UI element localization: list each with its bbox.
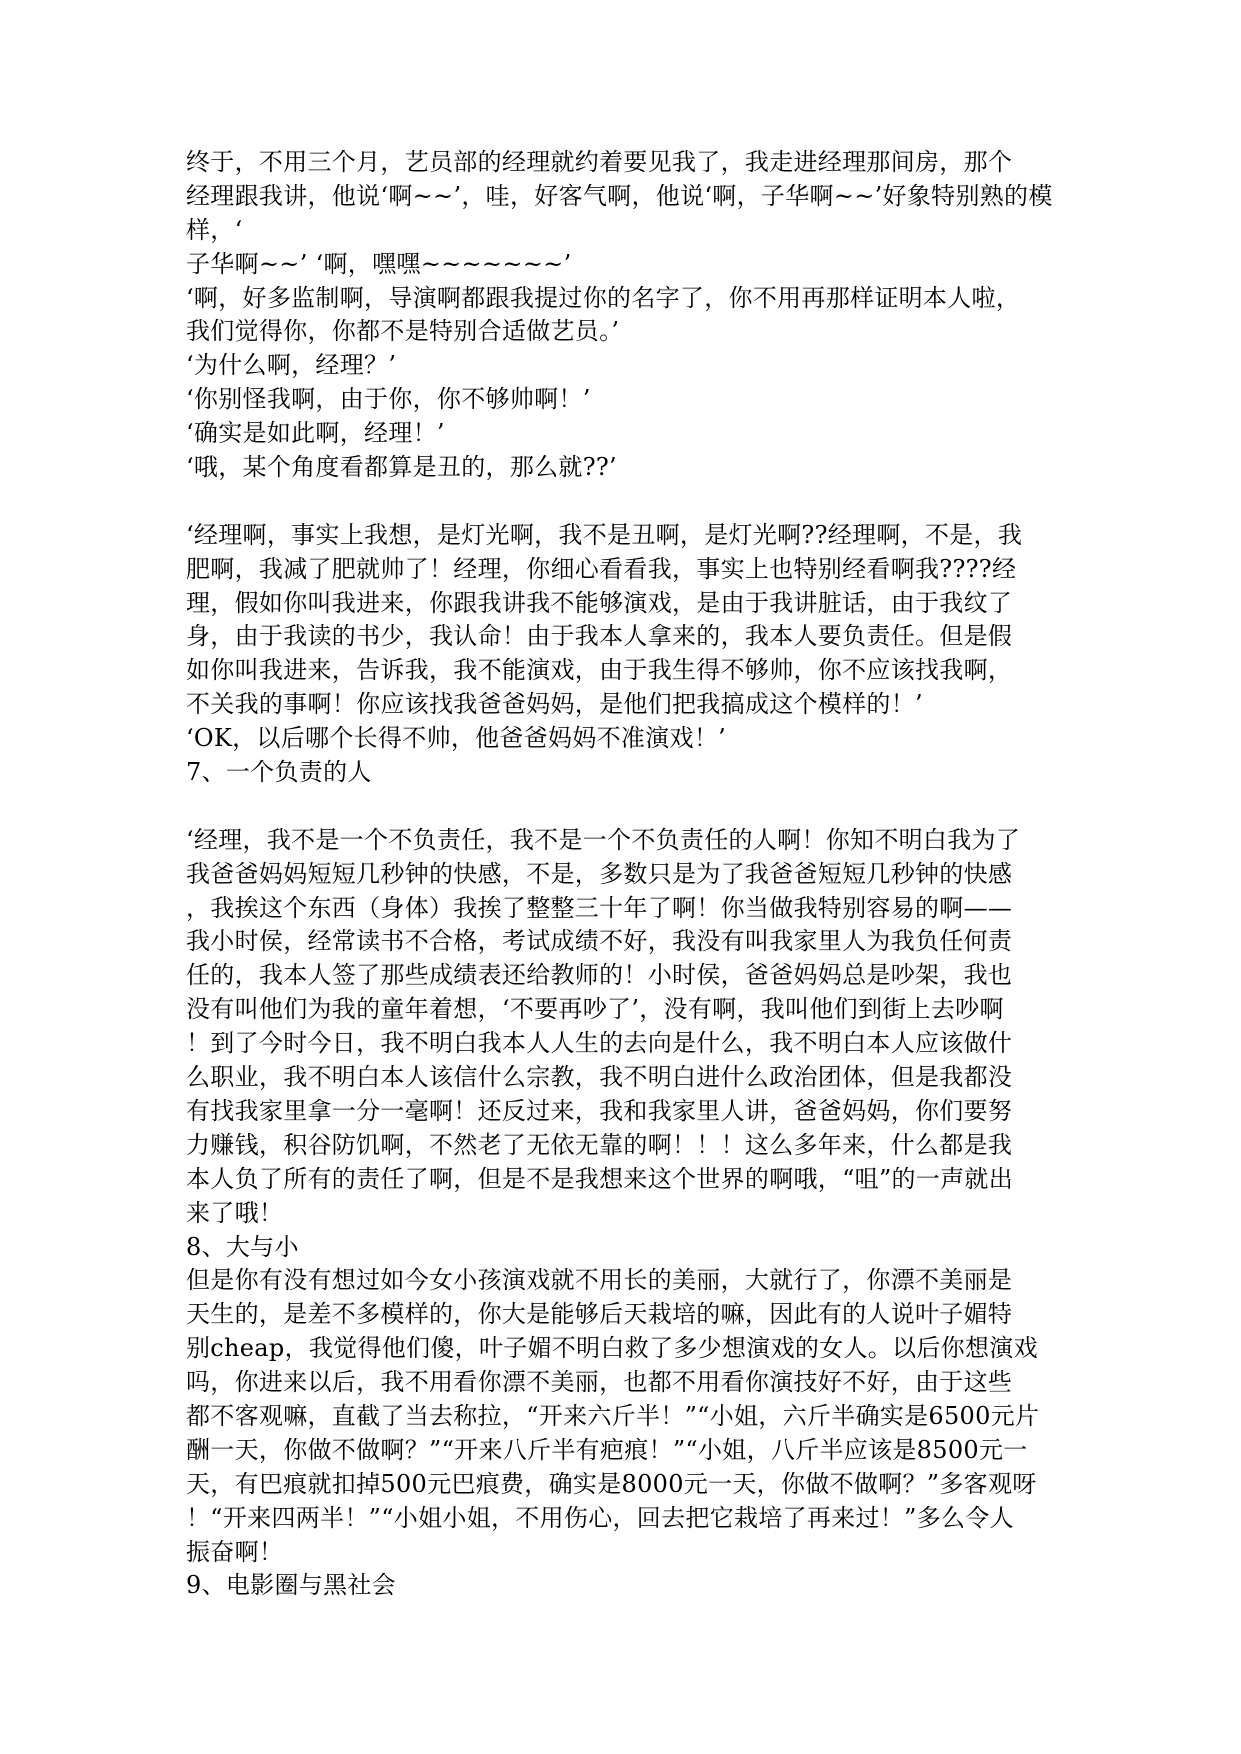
text-line: 别cheap，我觉得他们傻，叶子媚不明白救了多少想演戏的女人。以后你想演戏 (186, 1334, 1038, 1363)
text-line: ‘哦，某个角度看都算是丑的，那么就??’ (186, 453, 617, 482)
text-line: ！“开来四两半！”“小姐小姐，不用伤心，回去把它栽培了再来过！”多么令人 (186, 1503, 1014, 1532)
text-line: 不关我的事啊！你应该找我爸爸妈妈，是他们把我搞成这个模样的！’ (186, 690, 923, 719)
text-line: 肥啊，我减了肥就帅了！经理，你细心看看我，事实上也特别经看啊我????经 (186, 554, 1017, 583)
text-line: ‘OK，以后哪个长得不帅，他爸爸妈妈不准演戏！’ (186, 724, 727, 753)
text-line: 任的，我本人签了那些成绩表还给教师的！小时侯，爸爸妈妈总是吵架，我也 (186, 961, 1013, 990)
section-heading: 8、大与小 (186, 1232, 299, 1261)
text-line: 如你叫我进来，告诉我，我不能演戏，由于我生得不够帅，你不应该找我啊， (186, 656, 1013, 685)
text-line: ‘为什么啊，经理？’ (186, 351, 397, 380)
text-line: 子华啊~~’ ‘啊，嘿嘿~~~~~~~’ (186, 249, 572, 278)
section-heading: 9、电影圈与黑社会 (186, 1571, 396, 1600)
text-line: 都不客观嘛，直截了当去称拉，“开来六斤半！”“小姐，六斤半确实是6500元片 (186, 1401, 1040, 1430)
text-line: 吗，你进来以后，我不用看你漂不美丽，也都不用看你演技好不好，由于这些 (186, 1368, 1013, 1397)
text-line: 振奋啊！ (186, 1537, 284, 1566)
text-line: 理，假如你叫我进来，你跟我讲我不能够演戏，是由于我讲脏话，由于我纹了 (186, 588, 1013, 617)
text-line: ，我挨这个东西（身体）我挨了整整三十年了啊！你当做我特别容易的啊—— (186, 893, 1013, 922)
document-body (186, 146, 1053, 1603)
text-line: 我小时侯，经常读书不合格，考试成绩不好，我没有叫我家里人为我负任何责 (186, 927, 1013, 956)
text-line: 本人负了所有的责任了啊，但是不是我想来这个世界的啊哦，“咀”的一声就出 (186, 1164, 1014, 1193)
text-line: 天，有巴痕就扣掉500元巴痕费，确实是8000元一天，你做不做啊？”多客观呀 (186, 1469, 1037, 1498)
text-line: 来了哦！ (186, 1198, 284, 1227)
text-line: 么职业，我不明白本人该信什么宗教，我不明白进什么政治团体，但是我都没 (186, 1063, 1013, 1092)
blank-line (186, 790, 1046, 824)
text-line: 没有叫他们为我的童年着想，‘不要再吵了’，没有啊，我叫他们到街上去吵啊 (186, 995, 1004, 1024)
text-line: 样，‘ (186, 215, 243, 244)
text-line: ‘你别怪我啊，由于你，你不够帅啊！’ (186, 385, 591, 414)
text-line: 我们觉得你，你都不是特别合适做艺员。’ (186, 317, 620, 346)
text-line: ‘啊，好多监制啊，导演啊都跟我提过你的名字了，你不用再那样证明本人啦， (186, 283, 1021, 312)
text-line: 酬一天，你做不做啊？”“开来八斤半有疤痕！”“小姐，八斤半应该是8500元一 (186, 1435, 1028, 1464)
text-line: 天生的，是差不多模样的，你大是能够后天栽培的嘛，因此有的人说叶子媚特 (186, 1300, 1013, 1329)
text-line: 我爸爸妈妈短短几秒钟的快感，不是，多数只是为了我爸爸短短几秒钟的快感 (186, 859, 1013, 888)
text-line: ！到了今时今日，我不明白我本人人生的去向是什么，我不明白本人应该做什 (186, 1029, 1013, 1058)
text-line: 但是你有没有想过如今女小孩演戏就不用长的美丽，大就行了，你漂不美丽是 (186, 1266, 1013, 1295)
text-line: 经理跟我讲，他说‘啊~~’，哇，好客气啊，他说‘啊，子华啊~~’好象特别熟的模 (186, 181, 1053, 210)
blank-line (186, 485, 1046, 519)
text-line: ‘经理啊，事实上我想，是灯光啊，我不是丑啊，是灯光啊??经理啊，不是，我 (186, 520, 1023, 549)
text-line: 终于，不用三个月，艺员部的经理就约着要见我了，我走进经理那间房，那个 (186, 148, 1013, 176)
text-line: ‘经理，我不是一个不负责任，我不是一个不负责任的人啊！你知不明白我为了 (186, 825, 1021, 854)
text-line: 有找我家里拿一分一毫啊！还反过来，我和我家里人讲，爸爸妈妈，你们要努 (186, 1096, 1013, 1125)
text-line: 力赚钱，积谷防饥啊，不然老了无依无靠的啊！！！这么多年来，什么都是我 (186, 1130, 1013, 1159)
text-line: ‘确实是如此啊，经理！’ (186, 419, 445, 448)
text-line: 身，由于我读的书少，我认命！由于我本人拿来的，我本人要负责任。但是假 (186, 622, 1013, 651)
section-heading: 7、一个负责的人 (186, 758, 372, 787)
